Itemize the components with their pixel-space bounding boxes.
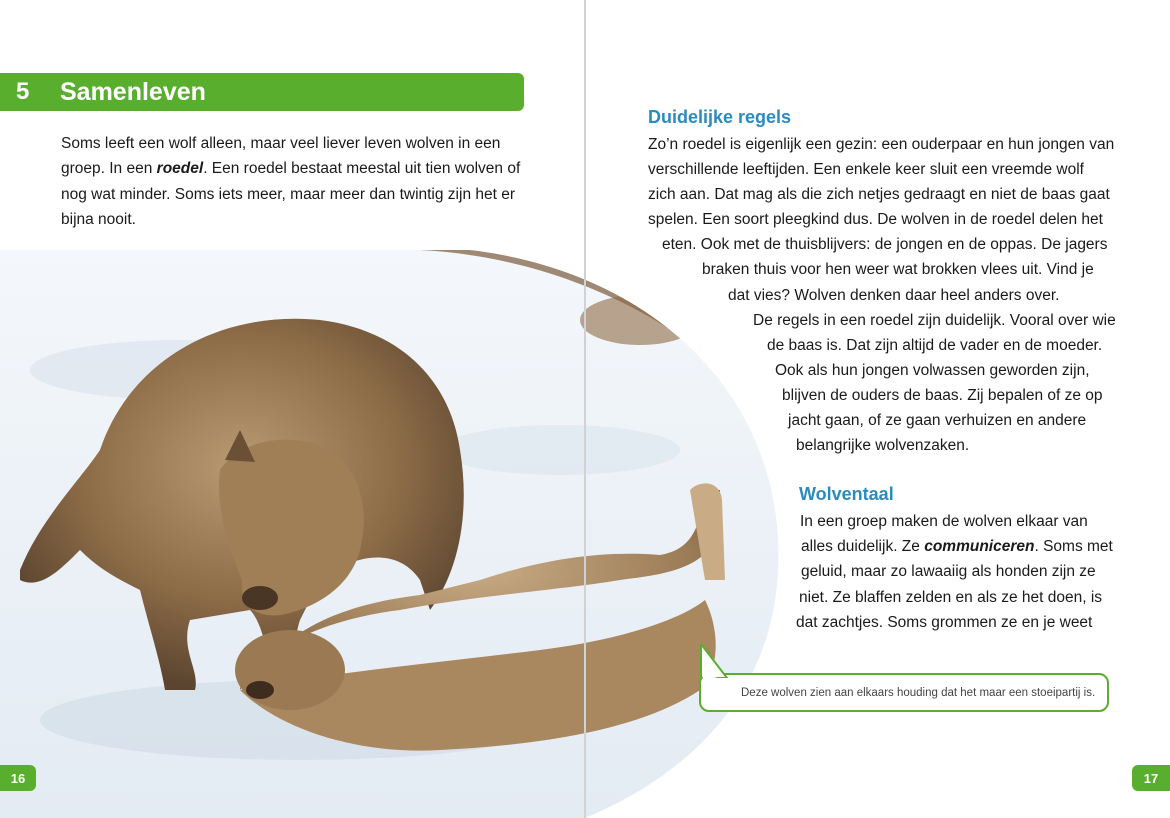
text-line: dat vies? Wolven denken daar heel anders over. <box>728 287 1060 304</box>
intro-paragraph: Soms leeft een wolf alleen, maar veel liever leven wolven in een groep. In een roedel. Een roedel bestaat meestal uit tien wolven of nog wat minder. Soms iets meer, maar meer dan twintig zijn het er bijna nooit. <box>61 135 521 228</box>
text-line: verschillende leeftijden. Een enkele keer sluit een vreemde wolf <box>648 161 1084 178</box>
page-number-left: 16 <box>0 765 36 791</box>
photo-caption: Deze wolven zien aan elkaars houding dat het maar een stoeipartij is. <box>699 673 1109 712</box>
text-line: In een groep maken de wolven elkaar van <box>800 513 1088 530</box>
caption-tail <box>699 644 729 678</box>
text-line: alles duidelijk. Ze communiceren. Soms met <box>801 538 1113 555</box>
text-line: Zo’n roedel is eigenlijk een gezin: een ouderpaar en hun jongen van <box>648 136 1115 153</box>
term-communiceren: communiceren <box>924 538 1035 555</box>
text-line: jacht gaan, of ze gaan verhuizen en andere <box>788 412 1087 429</box>
text-line: spelen. Een soort pleegkind dus. De wolven in de roedel delen het <box>648 211 1103 228</box>
term-roedel: roedel <box>156 160 204 178</box>
chapter-number: 5 <box>16 78 30 105</box>
heading-duidelijke-regels: Duidelijke regels <box>648 107 792 127</box>
chapter-header <box>0 73 524 111</box>
text-line: zich aan. Dat mag als die zich netjes gedraagt en niet de baas gaat <box>648 186 1110 203</box>
text-line: braken thuis voor hen weer wat brokken vlees uit. Vind je <box>702 261 1094 278</box>
text-line: belangrijke wolvenzaken. <box>796 437 970 454</box>
text-line: geluid, maar zo lawaaiig als honden zijn ze <box>801 563 1096 580</box>
wolves-photo <box>0 250 780 818</box>
text-line: De regels in een roedel zijn duidelijk. Vooral over wie <box>753 312 1116 329</box>
text-line: de baas is. Dat zijn altijd de vader en de moeder. <box>767 337 1103 354</box>
book-spine <box>584 0 586 818</box>
text-line: eten. Ook met de thuisblijvers: de jongen en de oppas. De jagers <box>662 236 1108 253</box>
page-number-right: 17 <box>1132 765 1170 791</box>
text-line: dat zachtjes. Soms grommen ze en je weet <box>796 614 1093 631</box>
text-line: blijven de ouders de baas. Zij bepalen of ze op <box>782 387 1103 404</box>
text-line: niet. Ze blaffen zelden en als ze het doen, is <box>799 589 1103 606</box>
text-line: Ook als hun jongen volwassen geworden zijn, <box>775 362 1090 379</box>
chapter-title: Samenleven <box>60 77 206 106</box>
heading-wolventaal: Wolventaal <box>799 484 894 504</box>
